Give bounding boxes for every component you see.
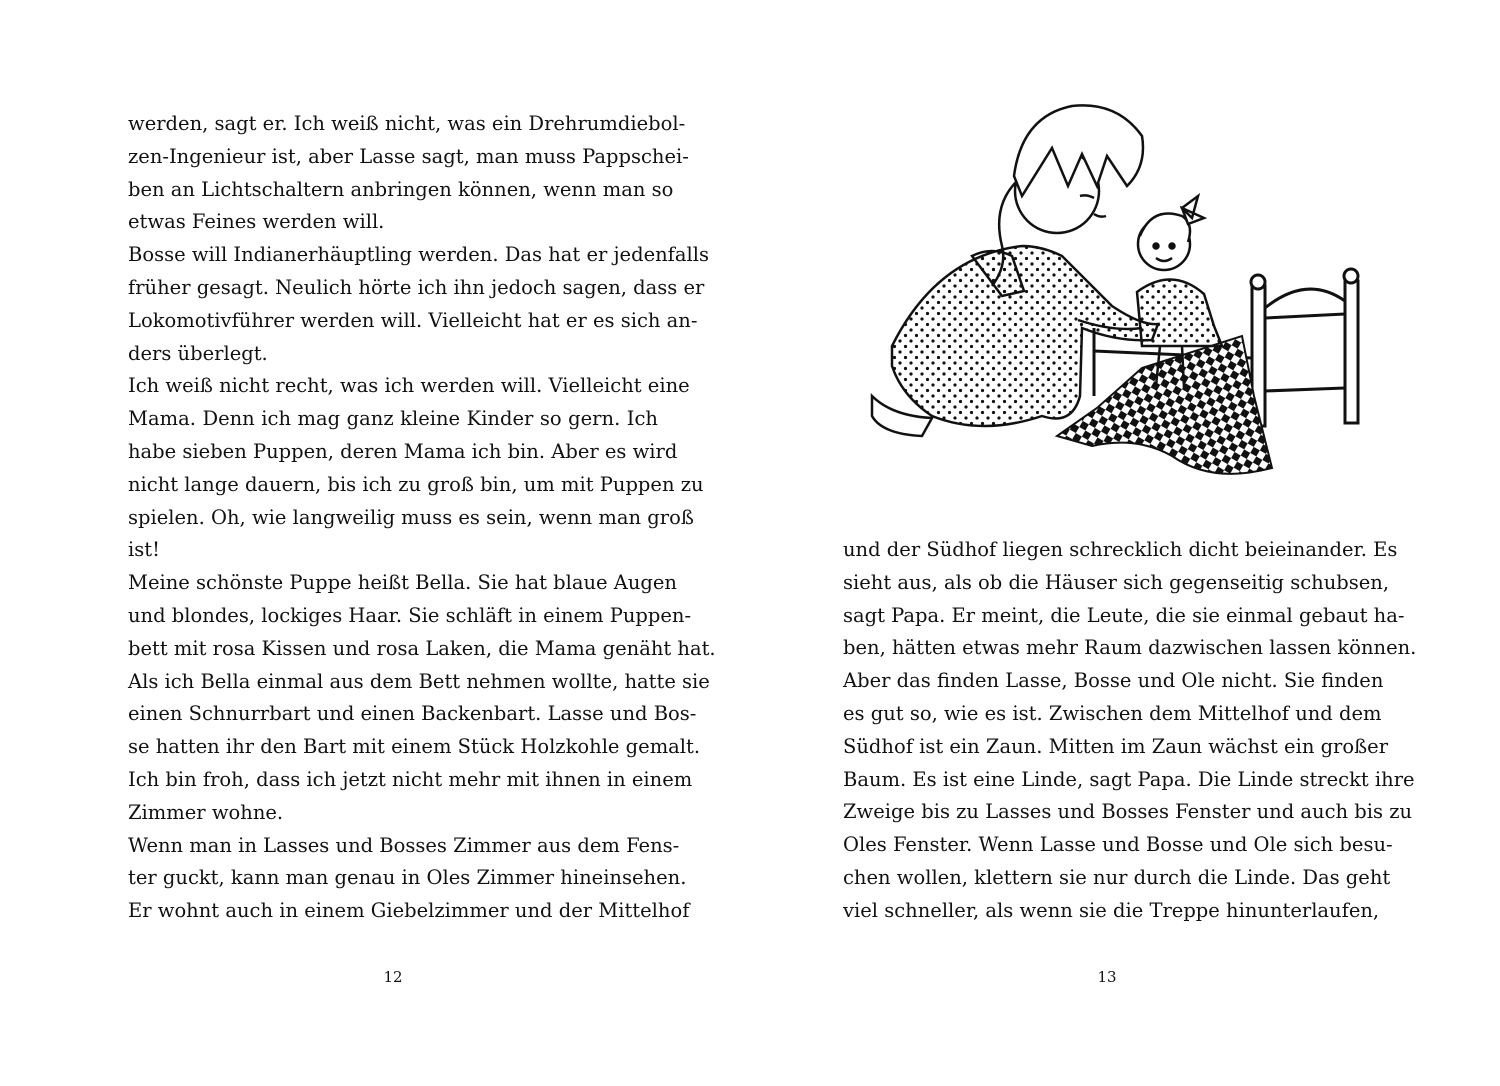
text-line: etwas Feines werden will.	[128, 210, 385, 234]
right-page-text	[843, 534, 1417, 928]
text-line: Er wohnt auch in einem Giebelzimmer und der Mittelhof	[128, 899, 690, 923]
text-line: spielen. Oh, wie langweilig muss es sein, wenn man groß	[128, 505, 694, 529]
text-line: bett mit rosa Kissen und rosa Laken, die Mama genäht hat.	[128, 636, 716, 660]
text-line: Lokomotivführer werden will. Vielleicht hat er es sich an-	[128, 308, 698, 332]
text-line: und blondes, lockiges Haar. Sie schläft in einem Puppen-	[128, 603, 692, 627]
page-number-left: 12	[383, 968, 403, 986]
right-page	[750, 0, 1500, 1086]
text-line: einen Schnurrbart und einen Backenbart. Lasse und Bos-	[128, 702, 697, 726]
text-line: Ich weiß nicht recht, was ich werden will. Vielleicht eine	[128, 374, 690, 398]
girl	[872, 105, 1158, 436]
text-line: Als ich Bella einmal aus dem Bett nehmen wollte, hatte sie	[128, 669, 710, 693]
text-line: Zimmer wohne.	[128, 800, 284, 824]
text-line: se hatten ihr den Bart mit einem Stück Holzkohle gemalt.	[128, 735, 701, 759]
text-line: Ich bin froh, dass ich jetzt nicht mehr mit ihnen in einem	[128, 767, 693, 791]
text-line: Aber das finden Lasse, Bosse und Ole nicht. Sie finden	[843, 669, 1384, 693]
text-line: es gut so, wie es ist. Zwischen dem Mittelhof und dem	[843, 701, 1382, 725]
text-line: ter guckt, kann man genau in Oles Zimmer hineinsehen.	[128, 866, 687, 890]
quilt	[1057, 336, 1272, 474]
text-line: Meine schönste Puppe heißt Bella. Sie hat blaue Augen	[128, 571, 677, 595]
text-line: ben an Lichtschaltern anbringen können, wenn man so	[128, 177, 674, 201]
text-line: früher gesagt. Neulich hörte ich ihn jedoch sagen, dass er	[128, 275, 705, 299]
text-line: und der Südhof liegen schrecklich dicht beieinander. Es	[843, 538, 1398, 561]
text-line: Bosse will Indianerhäuptling werden. Das hat er jedenfalls	[128, 243, 709, 267]
text-line: werden, sagt er. Ich weiß nicht, was ein Drehrumdiebol-	[128, 112, 686, 135]
text-line: Baum. Es ist eine Linde, sagt Papa. Die Linde streckt ihre	[843, 767, 1415, 791]
text-line: chen wollen, klettern sie nur durch die Linde. Das geht	[843, 865, 1391, 889]
text-line: ders überlegt.	[128, 341, 268, 365]
page-number-right: 13	[1097, 968, 1117, 986]
text-line: ben, hätten etwas mehr Raum dazwischen lassen können.	[843, 636, 1417, 660]
girl-with-doll-illustration	[842, 96, 1372, 506]
text-line: Zweige bis zu Lasses und Bosses Fenster und auch bis zu	[843, 800, 1413, 824]
text-line: nicht lange dauern, bis ich zu groß bin, um mit Puppen zu	[128, 472, 704, 496]
text-line: Mama. Denn ich mag ganz kleine Kinder so gern. Ich	[128, 407, 658, 431]
text-line: habe sieben Puppen, deren Mama ich bin. Aber es wird	[128, 439, 678, 463]
text-line: zen-Ingenieur ist, aber Lasse sagt, man muss Pappschei-	[128, 144, 689, 168]
left-page-text	[128, 108, 716, 928]
text-line: viel schneller, als wenn sie die Treppe hinunterlaufen,	[843, 898, 1380, 922]
text-line: sagt Papa. Er meint, die Leute, die sie einmal gebaut ha-	[843, 603, 1405, 627]
text-line: Wenn man in Lasses und Bosses Zimmer aus dem Fens-	[128, 833, 680, 857]
text-line: sieht aus, als ob die Häuser sich gegenseitig schubsen,	[843, 570, 1390, 594]
text-line: ist!	[128, 538, 160, 562]
text-line: Oles Fenster. Wenn Lasse und Bosse und Ole sich besu-	[843, 833, 1393, 857]
text-line: Südhof ist ein Zaun. Mitten im Zaun wächst ein großer	[843, 734, 1389, 758]
